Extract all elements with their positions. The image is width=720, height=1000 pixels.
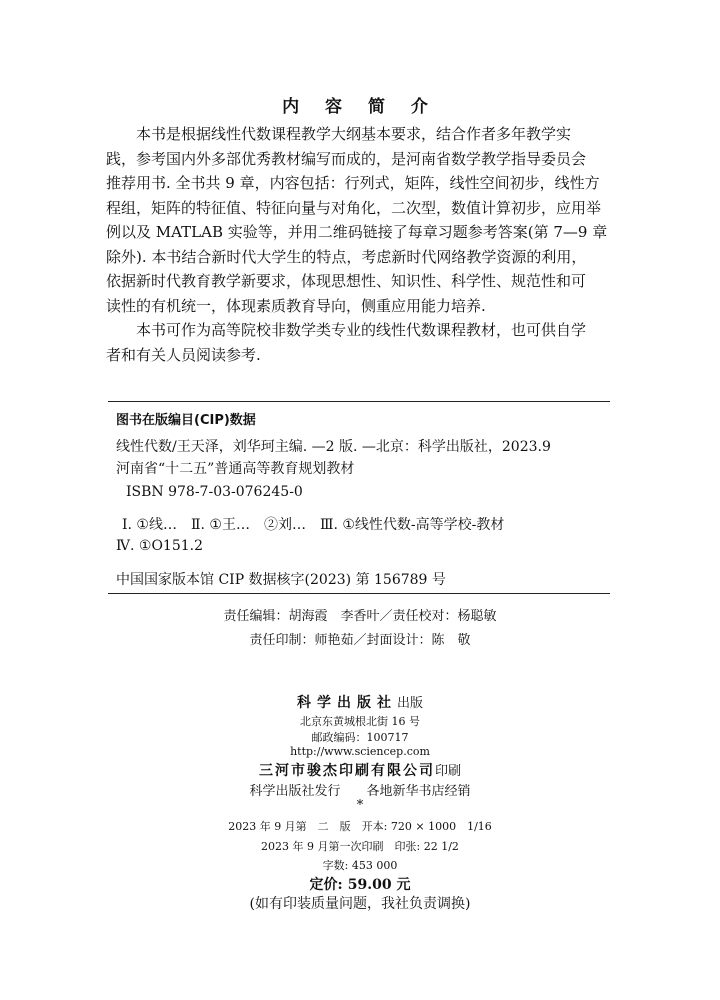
editors-line: 责任编辑：胡海霞 李香叶／责任校对：杨聪敏 — [223, 609, 497, 624]
publisher-line — [0, 692, 720, 712]
cip-bottom-rule — [108, 593, 610, 594]
printer-name: 三河市骏杰印刷有限公司 — [258, 763, 435, 779]
publisher-suffix: 出版 — [396, 696, 423, 711]
intro-line: 本书是根据线性代数课程教学大纲基本要求，结合作者多年教学实 — [136, 125, 572, 143]
price-value: 59.00 元 — [347, 877, 411, 893]
distribution-line: 科学出版社发行 各地新华书店经销 — [249, 784, 471, 799]
price-line — [0, 874, 720, 894]
intro-line: 依据新时代教育教学新要求，体现思想性、知识性、科学性、规范性和可 — [106, 272, 587, 290]
intro-line: 例以及 MATLAB 实验等，并用二维码链接了每章习题参考答案(第 7—9 章 — [106, 223, 608, 241]
printer-suffix: 印刷 — [434, 764, 461, 779]
intro-paragraphs — [106, 122, 626, 367]
cip-classification: Ⅰ. ①线… Ⅱ. ①王… ②刘… Ⅲ. ①线性代数-高等学校-教材 — [122, 517, 505, 533]
cip-isbn: ISBN 978-7-03-076245-0 — [126, 484, 303, 500]
intro-line: 推荐用书. 全书共 9 章，内容包括：行列式，矩阵，线性空间初步，线性方 — [106, 174, 600, 192]
publisher-url: http://www.sciencep.com — [290, 745, 430, 758]
intro-line: 程组，矩阵的特征值、特征向量与对角化，二次型，数值计算初步，应用举 — [106, 198, 602, 217]
edition-line: 2023 年 9 月第 二 版 开本: 720 × 1000 1/16 — [228, 820, 492, 833]
publisher-postcode: 邮政编码：100717 — [311, 731, 409, 744]
cip-top-rule — [108, 401, 610, 402]
cip-heading: 图书在版编目(CIP)数据 — [116, 413, 256, 428]
cip-series-line: 河南省“十二五”普通高等教育规划教材 — [116, 461, 355, 477]
intro-line: 本书可作为高等院校非数学类专业的线性代数课程教材，也可供自学 — [136, 321, 587, 339]
publisher-name: 科学出版社 — [296, 695, 397, 711]
cip-classification-number: Ⅳ. ①O151.2 — [116, 538, 203, 554]
price-label: 定价: — [309, 877, 343, 893]
printer-line — [0, 760, 720, 780]
word-count: 字数: 453 000 — [322, 859, 398, 872]
quality-notice: (如有印装质量问题，我社负责调换) — [249, 896, 471, 912]
separator-star: * — [356, 798, 364, 813]
intro-line: 者和有关人员阅读参考. — [106, 345, 261, 364]
printing-line: 2023 年 9 月第一次印刷 印张: 22 1/2 — [261, 840, 459, 853]
cip-record-number: 中国国家版本馆 CIP 数据核字(2023) 第 156789 号 — [116, 572, 446, 588]
intro-line: 除外). 本书结合新时代大学生的特点，考虑新时代网络教学资源的利用， — [106, 247, 587, 266]
intro-line: 践，参考国内外多部优秀教材编写而成的，是河南省数学教学指导委员会 — [106, 149, 587, 168]
page-title: 内 容 简 介 — [282, 97, 438, 117]
intro-line: 读性的有机统一，体现素质教育导向，侧重应用能力培养. — [106, 296, 486, 315]
production-line: 责任印制：师艳茹／封面设计：陈 敬 — [249, 633, 471, 648]
publisher-address: 北京东黄城根北街 16 号 — [300, 715, 420, 728]
cip-bibliographic-line: 线性代数/王天泽，刘华珂主编. —2 版. —北京：科学出版社，2023.9 — [116, 439, 551, 455]
